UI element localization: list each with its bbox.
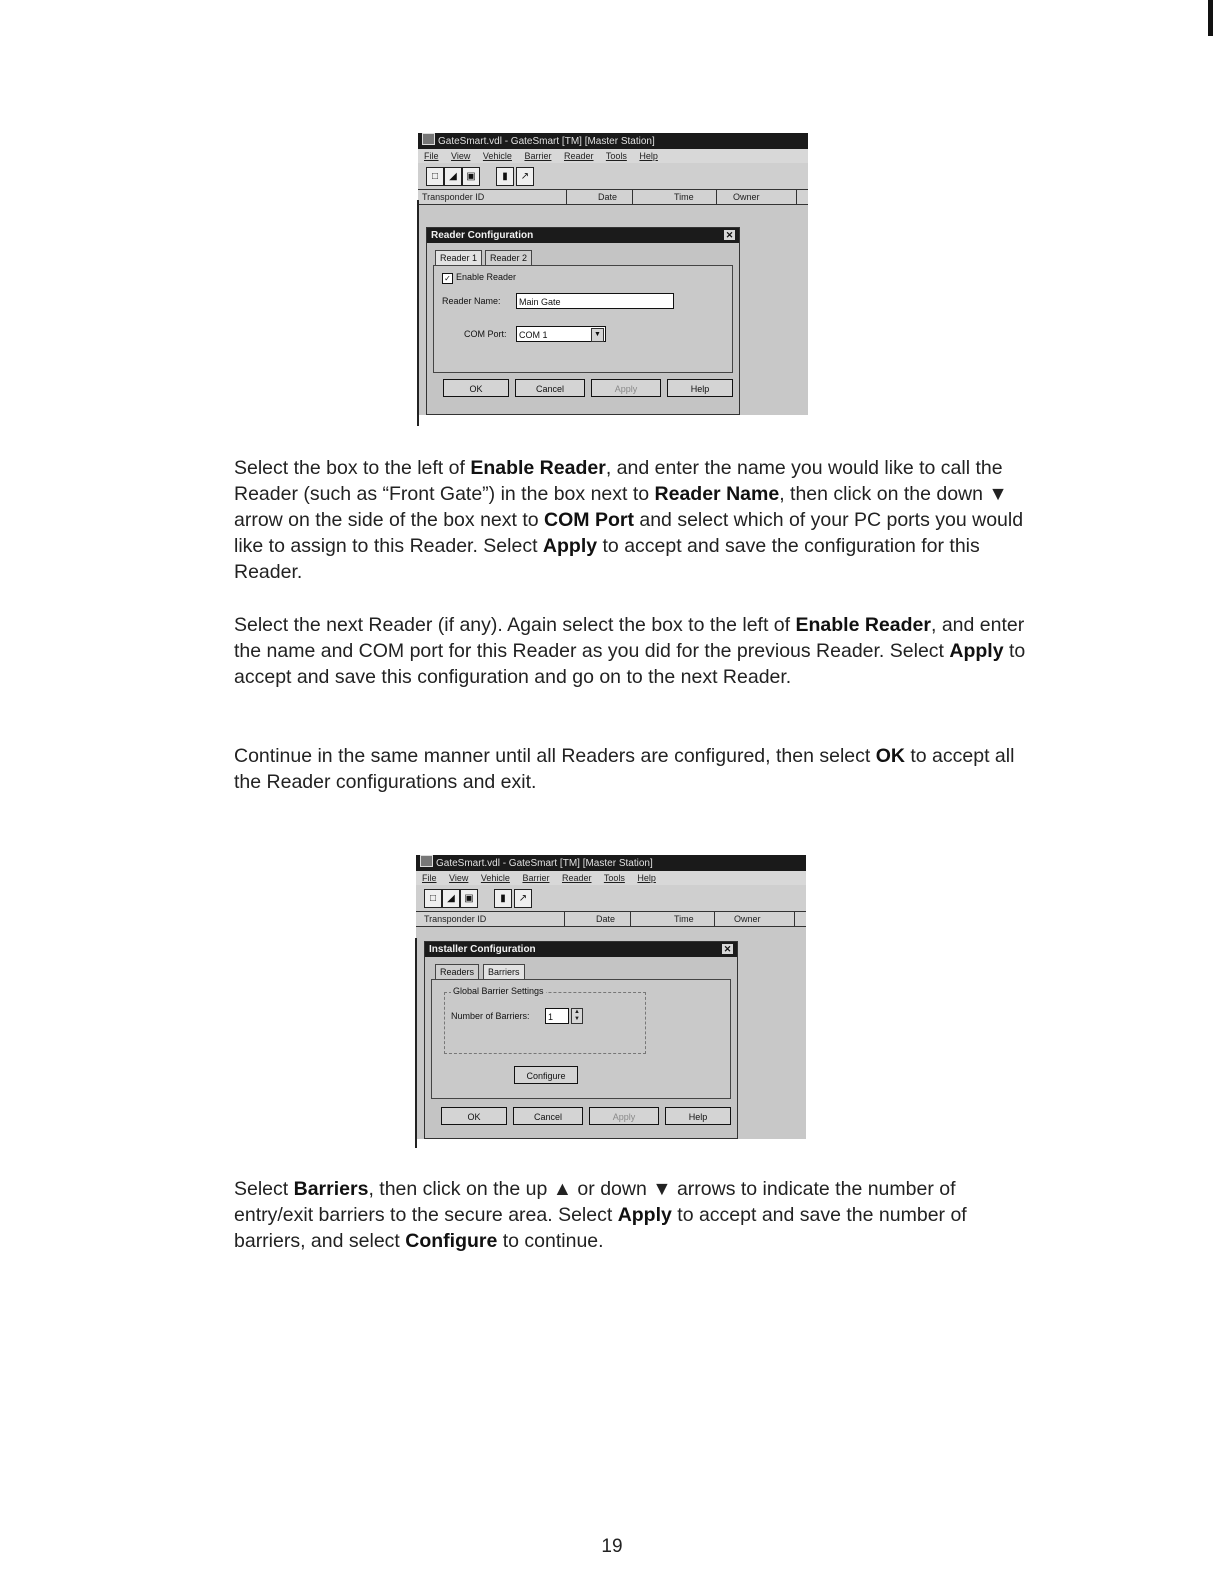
menu-barrier[interactable]: Barrier	[522, 873, 550, 883]
dialog-button-row	[427, 376, 739, 402]
col-transponder-id[interactable]: Transponder ID	[424, 914, 487, 924]
col-date[interactable]: Date	[596, 914, 616, 924]
cancel-button[interactable]: Cancel	[515, 379, 585, 397]
number-of-barriers-input[interactable]: 1	[545, 1008, 569, 1024]
ok-button[interactable]: OK	[441, 1107, 507, 1125]
app-title-bar	[416, 855, 806, 871]
menu-file[interactable]: File	[424, 151, 439, 161]
reader-configuration-dialog	[426, 227, 740, 415]
barriers-tab-panel	[431, 979, 731, 1099]
menu-reader[interactable]: Reader	[563, 151, 594, 161]
screenshot-edge-line	[415, 938, 417, 1148]
check-icon: ✓	[442, 273, 453, 284]
configure-button[interactable]: Configure	[514, 1066, 578, 1084]
menu-bar	[418, 149, 808, 163]
reader-tab-panel	[433, 265, 733, 373]
tab-reader-1[interactable]: Reader 1	[435, 250, 482, 266]
app-title-bar	[418, 133, 808, 149]
menu-bar	[416, 871, 806, 885]
scan-edge-mark	[1208, 0, 1213, 36]
close-icon[interactable]: ✕	[725, 230, 734, 240]
installer-configuration-dialog	[424, 941, 738, 1139]
col-owner[interactable]: Owner	[733, 192, 760, 202]
paragraph-next-reader: Select the next Reader (if any). Again select the box to the left of Enable Reader, and enter the name and COM port for this Reader as you did for the previous Reader. Select Apply to accept and save this configuration and go on to the next Reader.	[234, 614, 1026, 688]
column-header	[416, 911, 806, 927]
menu-tools[interactable]: Tools	[605, 151, 627, 161]
app-title: GateSmart.vdl - GateSmart [TM] [Master Station]	[436, 858, 653, 869]
help-button[interactable]: Help	[665, 1107, 731, 1125]
export-icon[interactable]: ↗	[516, 167, 534, 186]
menu-vehicle[interactable]: Vehicle	[480, 873, 510, 883]
com-port-select[interactable]	[516, 326, 606, 342]
screenshot-installer-configuration	[416, 855, 806, 1139]
print-icon[interactable]: ▮	[494, 889, 512, 908]
menu-view[interactable]: View	[451, 151, 471, 161]
export-icon[interactable]: ↗	[514, 889, 532, 908]
paragraph-barriers: Select Barriers, then click on the up ▲ or down ▼ arrows to indicate the number of entry/exit barriers to the secure area. Select Apply to accept and save the number of barriers, and select Configure to continue.	[234, 1178, 967, 1252]
column-header	[418, 189, 808, 205]
open-icon[interactable]: ◢	[444, 167, 462, 186]
tab-readers[interactable]: Readers	[435, 964, 479, 980]
new-icon[interactable]: □	[424, 889, 442, 908]
toolbar	[418, 163, 808, 189]
toolbar	[416, 885, 806, 911]
screenshot-edge-line	[417, 200, 419, 426]
menu-view[interactable]: View	[449, 873, 469, 883]
close-icon[interactable]: ✕	[723, 944, 732, 954]
app-title: GateSmart.vdl - GateSmart [TM] [Master Station]	[438, 136, 655, 147]
open-icon[interactable]: ◢	[442, 889, 460, 908]
paragraph-enable-reader: Select the box to the left of Enable Reader, and enter the name you would like to call the Reader (such as “Front Gate”) in the box next to Reader Name, then click on the down ▼ arrow on the side of the box next to COM Port and select which of your PC ports you would like to assign to this Reader. Select Apply to accept and save the configuration for this Reader.	[234, 457, 1024, 583]
reader-name-label: Reader Name:	[442, 296, 501, 306]
tab-reader-2[interactable]: Reader 2	[485, 250, 532, 266]
col-time[interactable]: Time	[674, 192, 694, 202]
page-number: 19	[601, 1536, 623, 1557]
ok-button[interactable]: OK	[443, 379, 509, 397]
dialog-title: Installer Configuration	[425, 942, 737, 957]
com-port-value: COM 1	[519, 330, 548, 340]
group-label: Global Barrier Settings	[453, 986, 544, 996]
dialog-button-row	[425, 1104, 737, 1130]
apply-button[interactable]: Apply	[591, 379, 661, 397]
menu-help[interactable]: Help	[637, 873, 656, 883]
app-icon	[420, 855, 433, 867]
apply-button[interactable]: Apply	[589, 1107, 659, 1125]
menu-tools[interactable]: Tools	[603, 873, 625, 883]
tab-barriers[interactable]: Barriers	[483, 964, 525, 980]
help-button[interactable]: Help	[667, 379, 733, 397]
global-barrier-settings-group	[444, 986, 646, 1054]
menu-reader[interactable]: Reader	[561, 873, 592, 883]
save-icon[interactable]: ▣	[462, 167, 480, 186]
new-icon[interactable]: □	[426, 167, 444, 186]
com-port-label: COM Port:	[464, 329, 507, 339]
spinner-up-down-icon[interactable]: ▲ ▼	[571, 1008, 583, 1024]
print-icon[interactable]: ▮	[496, 167, 514, 186]
dialog-title: Reader Configuration	[427, 228, 739, 243]
chevron-down-icon[interactable]: ▼	[591, 328, 604, 342]
enable-reader-checkbox[interactable]	[442, 272, 516, 284]
reader-name-input[interactable]: Main Gate	[516, 293, 674, 309]
col-transponder-id[interactable]: Transponder ID	[422, 192, 485, 202]
save-icon[interactable]: ▣	[460, 889, 478, 908]
menu-file[interactable]: File	[422, 873, 437, 883]
enable-reader-label: Enable Reader	[456, 272, 517, 282]
col-date[interactable]: Date	[598, 192, 618, 202]
col-time[interactable]: Time	[674, 914, 694, 924]
number-of-barriers-label: Number of Barriers:	[451, 1011, 530, 1021]
paragraph-continue: Continue in the same manner until all Readers are configured, then select OK to accept all the Reader configurations and exit.	[234, 745, 1015, 793]
menu-vehicle[interactable]: Vehicle	[482, 151, 512, 161]
screenshot-reader-configuration	[418, 133, 808, 415]
col-owner[interactable]: Owner	[734, 914, 761, 924]
cancel-button[interactable]: Cancel	[513, 1107, 583, 1125]
menu-help[interactable]: Help	[639, 151, 658, 161]
menu-barrier[interactable]: Barrier	[524, 151, 552, 161]
app-icon	[422, 133, 435, 145]
